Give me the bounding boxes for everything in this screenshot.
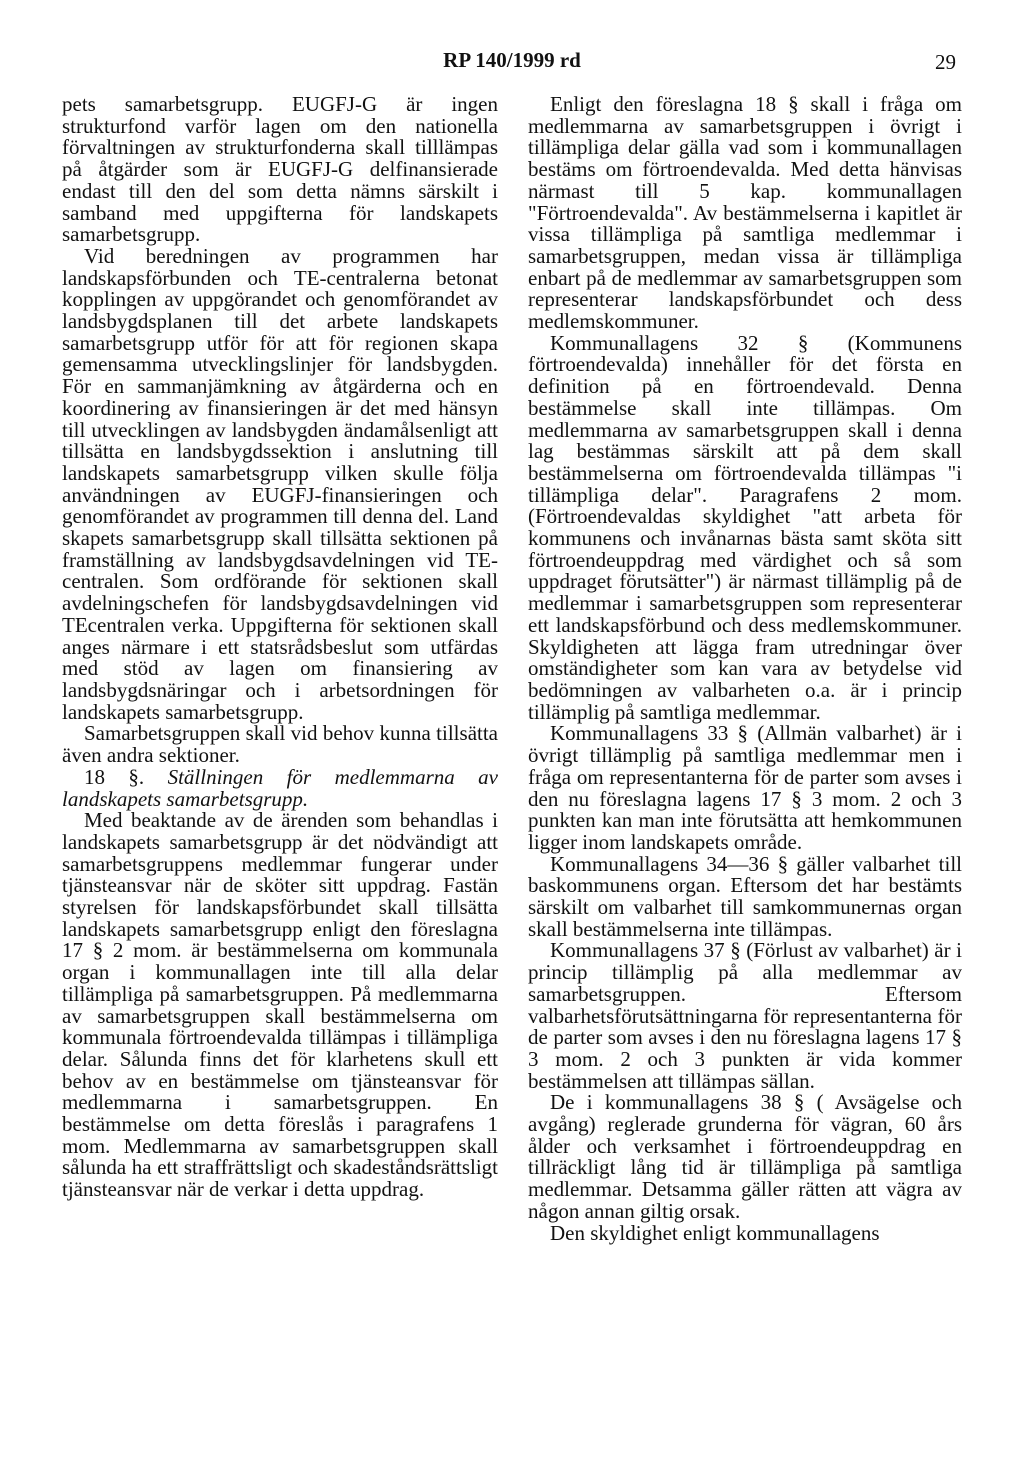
paragraph: Kommunallagens 32 § (Kommunens förtroendevalda) innehåller för det första en definition på en förtroendevald. Denna bestämmelse skall inte tillämpas. Om medlemmarna av samarbetsgruppen skall i denna lag bestämmas särskilt att på dem skall bestämmelserna om förtroendevalda tillämpas "i tillämpliga delar". Paragrafens 2 mom. (Förtroendevaldas skyldighet "att arbeta för kommunens och invånarnas bästa samt sköta sitt förtroendeuppdrag med värdighet och så som uppdraget förutsätter") är närmast tillämplig på de medlemmar i samarbetsgruppen som representerar ett landskapsförbund och dess medlemskommuner. Skyldigheten att lägga fram utredningar över omständigheter som kan vara av betydelse vid bedömningen av valbarheten o.a. är i princip tillämplig på samtliga medlemmar.	[528, 330, 962, 724]
paragraph: Kommunallagens 34—36 § gäller valbarhet till baskommunens organ. Eftersom det har bestämts särskilt om valbarhet till samkommunernas organ skall bestämmelserna inte tillämpas.	[528, 851, 962, 941]
section-number: 18 §.	[84, 764, 145, 789]
left-column	[62, 94, 498, 1201]
page-number: 29	[935, 50, 956, 74]
page-header-title: RP 140/1999 rd	[443, 48, 581, 72]
paragraph: Med beaktande av de ärenden som behandlas i landskapets samarbetsgrupp är det nödvändigt att samarbetsgruppens medlemmar fungerar under tjänsteansvar när de sköter sitt uppdrag. Fastän styrelsen för landskapsförbundet skall tillsätta landskapets samarbetsgrupp enligt den föreslagna 17 § 2 mom. är bestämmelserna om kommunala organ i kommunallagen inte till alla delar tillämpliga på samarbetsgruppen. På medlemmarna av samarbetsgruppen skall bestämmelserna om kommunala förtroendevalda tillämpas i tillämpliga delar. Sålunda finns det för klarhetens skull ett behov av en bestämmelse om tjänsteansvar för medlemmarna i samarbetsgruppen. En bestämmelse om detta föreslås i paragrafens 1 mom. Medlemmarna av samarbetsgruppen skall sålunda ha ett straffrättsligt och skadeståndsrättsligt tjänsteansvar när de verkar i detta uppdrag.	[62, 808, 498, 1202]
paragraph: Den skyldighet enligt kommunallagens	[550, 1220, 880, 1245]
paragraph: Kommunallagens 37 § (Förlust av valbarhet) är i princip tillämplig på alla medlemmar av samarbetsgruppen. Eftersom valbarhetsförutsättningarna för representanterna för de parter som avses i den nu föreslagna lagens 17 § 3 mom. 2 och 3 punkten är vida kommer bestämmelsen att tillämpas sällan.	[528, 938, 962, 1093]
paragraph: pets samarbetsgrupp. EUGFJ-G är ingen strukturfond varför lagen om den nationella förvaltningen av strukturfonderna skall tilllämpas på åtgärder som är EUGFJ-G delfinansierade endast till den del som detta nämns särskilt i samband med uppgifterna för landskapets samarbetsgrupp.	[62, 92, 498, 247]
paragraph: Kommunallagens 33 § (Allmän valbarhet) är i övrigt tillämplig på samtliga medlemmar men i fråga om representanterna för de parter som avses i den nu föreslagna lagens 17 § 3 mom. 2 och 3 punkten kan man inte förutsätta att hemkommunen ligger inom landskapets område.	[528, 721, 962, 854]
right-column	[528, 94, 962, 1244]
section-heading	[62, 764, 498, 811]
paragraph: Enligt den föreslagna 18 § skall i fråga om medlemmarna av samarbetsgruppen i övrigt i tillämpliga delar gälla vad som i kommunallagen bestäms om förtroendevalda. Med detta hänvisas närmast till 5 kap. kommunallagen "Förtroendevalda". Av bestämmelserna i kapitlet är vissa tillämpliga på samtliga medlemmar i samarbetsgruppen, medan vissa är tillämpliga enbart på de medlemmar av samarbetsgruppen som representerar landskapsförbundet och dess medlemskommuner.	[528, 92, 962, 334]
paragraph: Vid beredningen av programmen har landskapsförbunden och TE-centralerna betonat kopplingen av uppgörandet och genomförandet av landsbygdsplanen till det arbete landskapets samarbetsgrupp utför för att för regionen skapa gemensamma utvecklingslinjer för landsbygden. För en sammanjämkning av åtgärderna och en koordinering av finansieringen är det med hänsyn till utvecklingen av landsbygden ändamålsenligt att tillsätta en landsbygdssektion i anslutning till landskapets samarbetsgrupp vilken skulle följa användningen av EUGFJ-finansieringen och genomförandet av programmen till denna del. Land skapets samarbetsgrupp skall tillsätta sektionen på framställning av landsbygdsavdelningen vid TE-centralen. Som ordförande för sektionen skall avdelningschefen för landsbygdsavdelningen vid TEcentralen verka. Uppgifterna för sektionen skall anges närmare i ett statsrådsbeslut som utfärdas med stöd av lagen om finansiering av landsbygdsnäringar och i arbetsordningen för landskapets samarbetsgrupp.	[62, 243, 498, 724]
paragraph: Samarbetsgruppen skall vid behov kunna tillsätta även andra sektioner.	[62, 721, 498, 768]
paragraph: De i kommunallagens 38 § ( Avsägelse och avgång) reglerade grunderna för vägran, 60 års ålder och verksamhet i förtroendeuppdrag en tillräckligt lång tid är tillämpliga på samtliga medlemmar. Detsamma gäller rätten att vägra av någon annan giltig orsak.	[528, 1090, 962, 1223]
section-title: Ställningen för medlemmarna av landskapets samarbetsgrupp.	[62, 764, 498, 811]
